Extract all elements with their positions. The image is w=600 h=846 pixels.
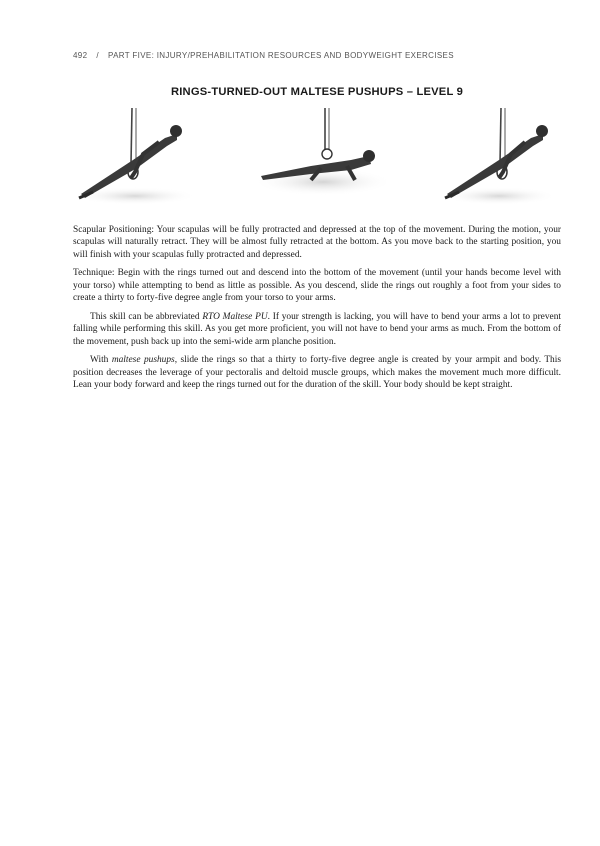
p4-text-b: , slide the rings so that a thirty to forty-five degree angle is created by your armpit and body. This position decreases the leverage of your pectoralis and deltoid muscle groups, which makes the movement much more difficult. Lean your body forward and keep the rings turned out for the duration of the skill. Your body should be kept straight.: [73, 355, 561, 391]
paragraph-abbreviation: [73, 311, 561, 348]
paragraph-technique: Technique: Begin with the rings turned out and descend into the bottom of the movement (until your hands become level with your torso) while attempting to bend as little as possible. As you descend, slide the rings out roughly a foot from your sides to create a thirty to forty-five degree angle from your torso to your arms.: [73, 268, 561, 304]
page-number: 492: [73, 51, 88, 60]
pushup-bottom-position-photo: [251, 108, 391, 208]
p4-italic: maltese pushups: [111, 355, 175, 366]
p4-text-a: With: [90, 355, 112, 366]
paragraph-scapular-positioning: Scapular Positioning: Your scapulas will be fully protracted and depressed at the top of the movement. During the motion, your scapulas will naturally retract. They will be almost fully retracted at the bottom. As you move back to the starting position, you will finish with your scapulas fully protracted and depressed.: [73, 225, 561, 260]
running-head: [73, 51, 573, 60]
p3-text-a: This skill can be abbreviated: [90, 311, 203, 322]
p3-text-b: . If your strength is lacking, you will have to bend your arms a lot to prevent falling while performing this skill. As you get more proficient, you will not have to bend your arms as much. From the bottom of the movement, push back up into the semi-wide arm planche position.: [73, 311, 561, 347]
pushup-top-position-photo: [441, 108, 561, 208]
section-title: PART FIVE: INJURY/PREHABILITATION RESOURCES AND BODYWEIGHT EXERCISES: [107, 51, 454, 60]
body-text: [73, 224, 561, 398]
exercise-figures: [73, 108, 560, 208]
header-separator: /: [96, 51, 99, 60]
exercise-title: RINGS-TURNED-OUT MALTESE PUSHUPS – LEVEL 9: [170, 86, 464, 98]
p3-italic: RTO Maltese PU: [202, 311, 268, 322]
paragraph-maltese-pushups: [73, 354, 561, 391]
pushup-top-position-photo: [73, 108, 203, 208]
